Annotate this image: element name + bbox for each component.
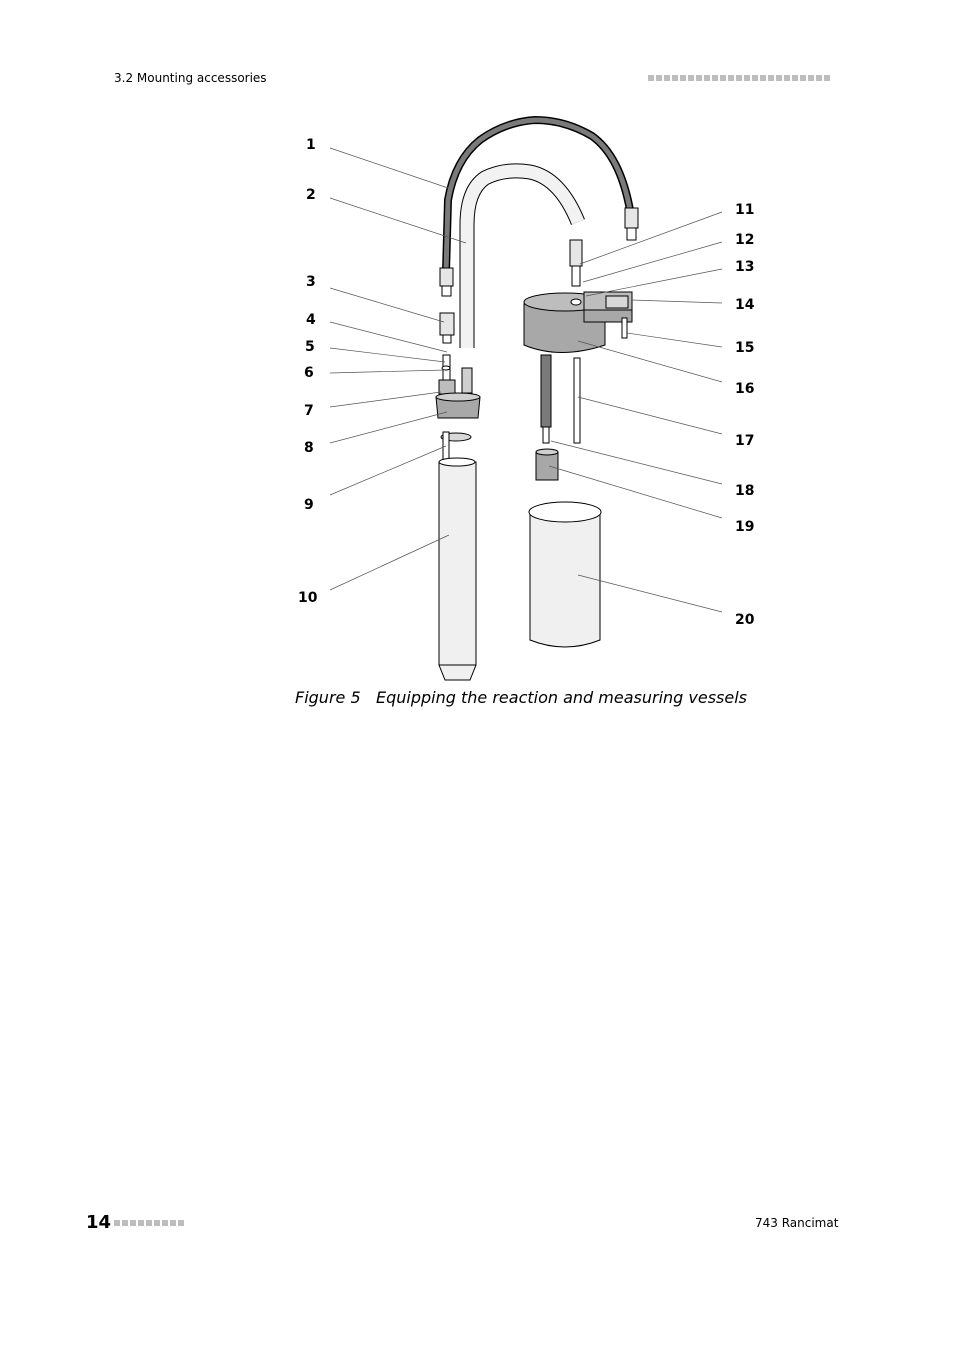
- callout-numbers: [298, 137, 755, 628]
- figure-caption-number: Figure 5: [295, 688, 361, 707]
- footer-decorative-dots: [114, 1220, 184, 1226]
- callout-4: 4: [306, 312, 316, 328]
- decorative-dot: [114, 1220, 120, 1226]
- running-header-section: 3.2 Mounting accessories: [114, 71, 267, 85]
- figure-caption: [295, 688, 747, 707]
- callout-15: 15: [735, 340, 755, 356]
- callout-3: 3: [306, 274, 316, 290]
- callout-12: 12: [735, 232, 755, 248]
- decorative-dot: [170, 1220, 176, 1226]
- callout-14: 14: [735, 297, 755, 313]
- leader-lines: [330, 148, 722, 612]
- decorative-dot: [146, 1220, 152, 1226]
- callout-20: 20: [735, 612, 755, 628]
- decorative-dot: [178, 1220, 184, 1226]
- callout-10: 10: [298, 590, 318, 606]
- callout-13: 13: [735, 259, 755, 275]
- figure-caption-text: Equipping the reaction and measuring vessels: [376, 688, 748, 707]
- decorative-dot: [138, 1220, 144, 1226]
- callout-9: 9: [304, 497, 314, 513]
- callout-8: 8: [304, 440, 314, 456]
- illustration-parts: [436, 120, 638, 680]
- page-number: 14: [86, 1212, 112, 1233]
- footer-product-name: 743 Rancimat: [755, 1216, 839, 1230]
- callout-6: 6: [304, 365, 314, 381]
- decorative-dot: [130, 1220, 136, 1226]
- callout-17: 17: [735, 433, 755, 449]
- callout-18: 18: [735, 483, 755, 499]
- callout-5: 5: [305, 339, 315, 355]
- decorative-dot: [122, 1220, 128, 1226]
- callout-19: 19: [735, 519, 755, 535]
- callout-2: 2: [306, 187, 316, 203]
- decorative-dot: [154, 1220, 160, 1226]
- callout-11: 11: [735, 202, 755, 218]
- callout-1: 1: [306, 137, 316, 153]
- callout-7: 7: [304, 403, 314, 419]
- decorative-dot: [162, 1220, 168, 1226]
- callout-16: 16: [735, 381, 755, 397]
